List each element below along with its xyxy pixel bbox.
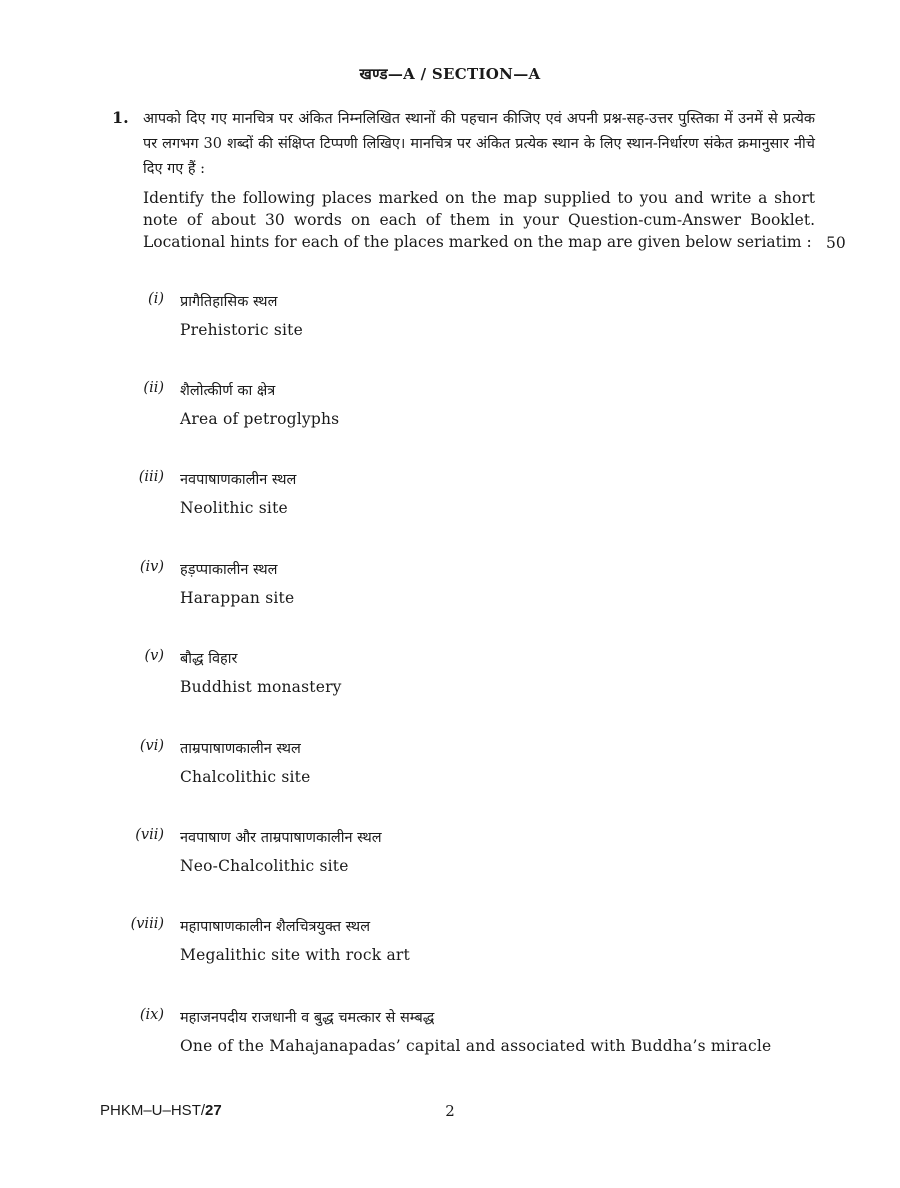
list-item — [0, 291, 900, 351]
item-number: (viii) — [130, 916, 164, 932]
page-number: 2 — [445, 1102, 455, 1120]
item-number: (vi) — [139, 738, 164, 754]
item-hindi: नवपाषाण और ताम्रपाषाणकालीन स्थल — [180, 830, 382, 846]
list-item — [0, 380, 900, 440]
paper-code-suffix: 27 — [205, 1102, 222, 1119]
item-english: Neo-Chalcolithic site — [180, 857, 349, 875]
list-item — [0, 648, 900, 708]
list-item — [0, 559, 900, 619]
item-english: Chalcolithic site — [180, 768, 311, 786]
list-item — [0, 916, 900, 976]
section-title: खण्ड—A / SECTION—A — [359, 65, 541, 83]
list-item — [0, 1007, 900, 1067]
item-hindi: ताम्रपाषाणकालीन स्थल — [180, 741, 301, 757]
item-english: Prehistoric site — [180, 321, 303, 339]
question-text-hindi: आपको दिए गए मानचित्र पर अंकित निम्नलिखित स्थानों की पहचान कीजिए एवं अपनी प्रश्न-सह-उत्तर पुस्तिका में उनमें से प्रत्येक पर लगभग 30 शब्दों की संक्षिप्त टिप्पणी लिखिए। मानचित्र पर अंकित प्रत्येक स्थान के लिए स्थान-निर्धारण संकेत क्रमानुसार नीचे दिए गए हैं : — [143, 111, 815, 177]
item-number: (v) — [144, 648, 164, 664]
item-english: Buddhist monastery — [180, 678, 342, 696]
question-number: 1. — [112, 108, 129, 127]
item-number: (ii) — [143, 380, 164, 396]
item-english: Area of petroglyphs — [180, 410, 340, 428]
item-english: One of the Mahajanapadas’ capital and associated with Buddha’s miracle — [180, 1037, 772, 1055]
item-hindi: हड़प्पाकालीन स्थल — [180, 562, 278, 578]
list-item — [0, 469, 900, 529]
item-hindi: महाजनपदीय राजधानी व बुद्ध चमत्कार से सम्बद्ध — [180, 1010, 435, 1026]
item-english: Neolithic site — [180, 499, 288, 517]
item-hindi: बौद्ध विहार — [180, 651, 238, 667]
item-english: Harappan site — [180, 589, 295, 607]
item-english: Megalithic site with rock art — [180, 946, 410, 964]
item-number: (iv) — [139, 559, 164, 575]
item-hindi: नवपाषाणकालीन स्थल — [180, 472, 297, 488]
item-hindi: शैलोत्कीर्ण का क्षेत्र — [180, 383, 276, 399]
list-item — [0, 738, 900, 798]
item-number: (vii) — [135, 827, 164, 843]
item-hindi: प्रागैतिहासिक स्थल — [180, 294, 278, 310]
question-text-english: Identify the following places marked on the map supplied to you and write a short note of about 30 words on each of them in your Question-cum-Answer Booklet. Locational hints for each of the places marked on the map are given below seriatim : — [143, 189, 815, 251]
question-marks: 50 — [826, 234, 846, 252]
item-hindi: महापाषाणकालीन शैलचित्रयुक्त स्थल — [180, 919, 371, 935]
item-number: (ix) — [139, 1007, 164, 1023]
item-number: (iii) — [138, 469, 164, 485]
paper-code-prefix: PHKM–U–HST/ — [100, 1102, 206, 1119]
item-number: (i) — [148, 291, 164, 307]
list-item — [0, 827, 900, 887]
